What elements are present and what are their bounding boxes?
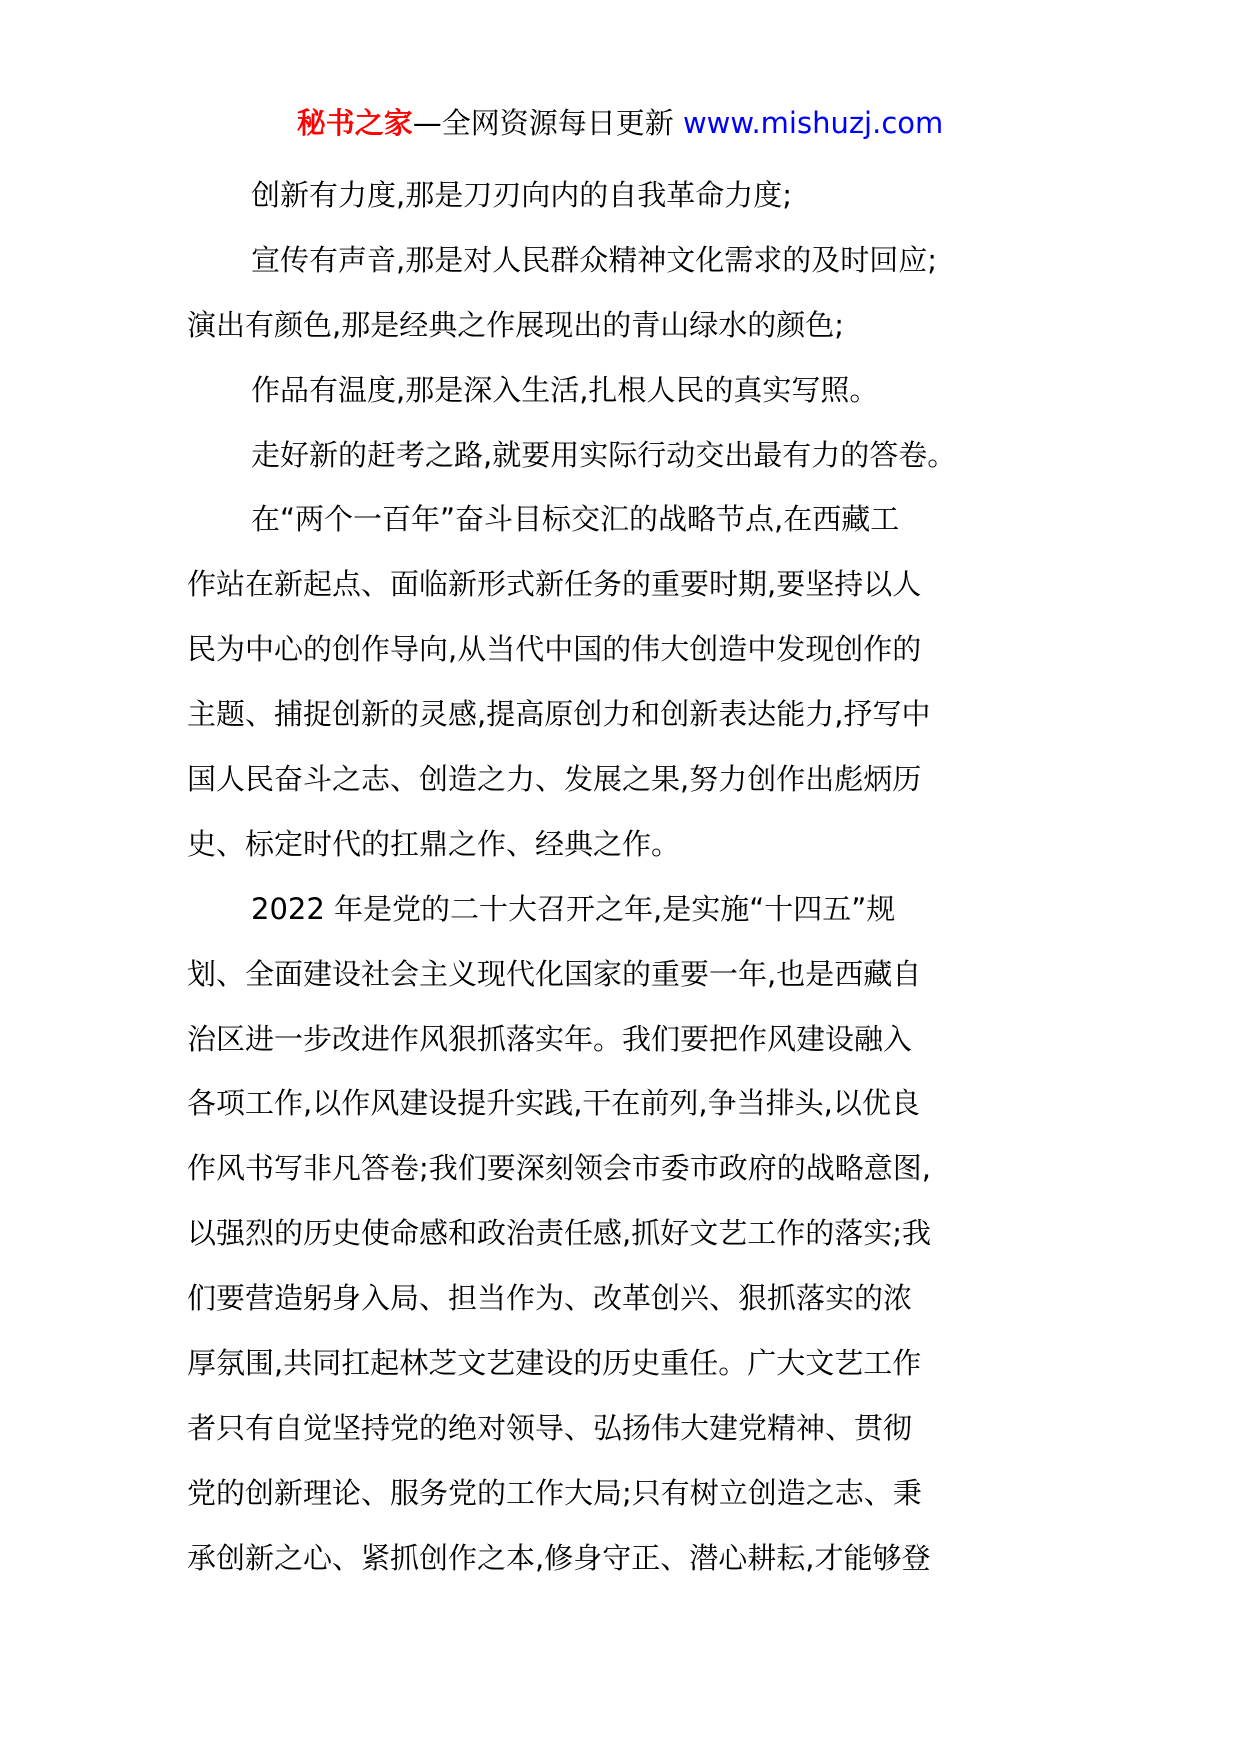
site-brand: 秘书之家 xyxy=(296,106,413,140)
text-line: 2022 年是党的二十大召开之年,是实施“十四五”规 xyxy=(251,891,896,926)
text-line: 演出有颜色,那是经典之作展现出的青山绿水的颜色; xyxy=(187,307,844,342)
text-line: 厚氛围,共同扛起林芝文艺建设的历史重任。广大文艺工作 xyxy=(187,1346,922,1381)
text-line: 创新有力度,那是刀刃向内的自我革命力度; xyxy=(251,178,792,212)
text-line: 们要营造躬身入局、担当作为、改革创兴、狠抓落实的浓 xyxy=(187,1281,913,1316)
site-tagline: —全网资源每日更新 xyxy=(412,106,674,140)
text-line: 划、全面建设社会主义现代化国家的重要一年,也是西藏自 xyxy=(187,956,922,991)
text-line: 作风书写非凡答卷;我们要深刻领会市委市政府的战略意图, xyxy=(187,1151,931,1186)
text-line: 宣传有声音,那是对人民群众精神文化需求的及时回应; xyxy=(251,242,937,277)
text-line: 各项工作,以作风建设提升实践,干在前列,争当排头,以优良 xyxy=(187,1086,920,1121)
text-line: 承创新之心、紧抓创作之本,修身守正、潜心耕耘,才能够登 xyxy=(187,1540,931,1575)
text-line: 在“两个一百年”奋斗目标交汇的战略节点,在西藏工 xyxy=(251,502,900,537)
text-line: 民为中心的创作导向,从当代中国的伟大创造中发现创作的 xyxy=(187,632,922,667)
text-line: 者只有自觉坚持党的绝对领导、弘扬伟大建党精神、贯彻 xyxy=(187,1410,913,1445)
text-line: 党的创新理论、服务党的工作大局;只有树立创造之志、秉 xyxy=(187,1475,922,1510)
text-line: 主题、捕捉创新的灵感,提高原创力和创新表达能力,抒写中 xyxy=(187,697,931,732)
text-line: 史、标定时代的扛鼎之作、经典之作。 xyxy=(187,826,681,861)
document-body xyxy=(187,163,1047,1591)
text-line: 治区进一步改进作风狠抓落实年。我们要把作风建设融入 xyxy=(187,1021,913,1056)
text-line: 走好新的赶考之路,就要用实际行动交出最有力的答卷。 xyxy=(251,437,957,472)
text-line: 国人民奋斗之志、创造之力、发展之果,努力创作出彪炳历 xyxy=(187,762,922,797)
site-url-link[interactable]: www.mishuzj.com xyxy=(682,106,944,140)
site-header xyxy=(0,103,1240,143)
text-line: 作站在新起点、面临新形式新任务的重要时期,要坚持以人 xyxy=(187,567,922,602)
text-line: 作品有温度,那是深入生活,扎根人民的真实写照。 xyxy=(251,372,879,407)
text-line: 以强烈的历史使命感和政治责任感,抓好文艺工作的落实;我 xyxy=(187,1216,931,1251)
